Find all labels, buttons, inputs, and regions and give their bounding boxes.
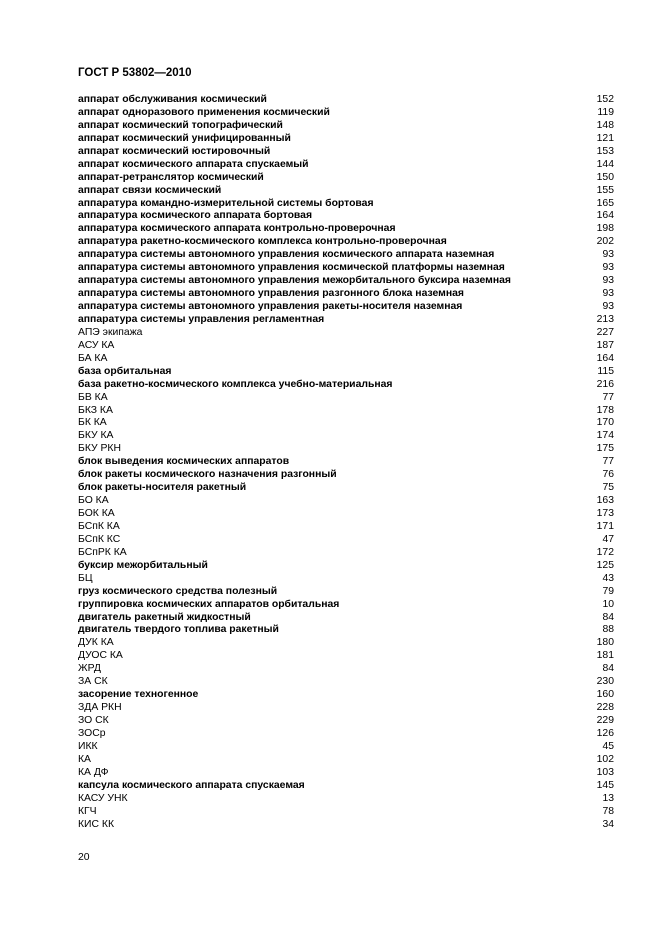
- index-entry: [78, 198, 614, 211]
- index-term: капсула космического аппарата спускаемая: [78, 779, 305, 791]
- index-term: база орбитальная: [78, 365, 172, 377]
- alphabetical-index: [78, 94, 614, 831]
- index-term: аппаратура космического аппарата контрольно-проверочная: [78, 223, 396, 235]
- index-page-reference: 77: [602, 456, 614, 468]
- index-entry: [78, 107, 614, 120]
- index-page-reference: 150: [596, 171, 614, 183]
- index-page-reference: 43: [602, 572, 614, 584]
- index-term: аппаратура системы автономного управления космической платформы наземная: [78, 262, 505, 274]
- index-entry: [78, 456, 614, 469]
- index-entry: [78, 94, 614, 107]
- index-entry: [78, 249, 614, 262]
- index-page-reference: 75: [602, 482, 614, 494]
- index-entry: [78, 508, 614, 521]
- index-page-reference: 230: [596, 676, 614, 688]
- index-entry: [78, 392, 614, 405]
- index-page-reference: 152: [596, 94, 614, 105]
- index-page-reference: 88: [602, 624, 614, 636]
- index-entry: [78, 146, 614, 159]
- index-entry: [78, 262, 614, 275]
- index-page-reference: 202: [596, 236, 614, 248]
- index-page-reference: 47: [602, 533, 614, 545]
- index-term: блок ракеты космического назначения разгонный: [78, 469, 337, 481]
- index-term: блок ракеты-носителя ракетный: [78, 482, 247, 494]
- index-term: БК КА: [78, 417, 107, 429]
- index-entry: [78, 715, 614, 728]
- index-page-reference: 115: [597, 365, 614, 377]
- index-entry: [78, 806, 614, 819]
- index-term: база ракетно-космического комплекса учебно-материальная: [78, 378, 393, 390]
- index-page-reference: 93: [602, 275, 614, 287]
- index-page-reference: 178: [596, 404, 614, 416]
- index-term: ИКК: [78, 740, 98, 752]
- index-term: аппарат одноразового применения космический: [78, 106, 330, 118]
- index-page-reference: 93: [602, 249, 614, 261]
- index-term: аппаратура командно-измерительной системы бортовая: [78, 197, 374, 209]
- index-entry: [78, 210, 614, 223]
- index-term: аппаратура ракетно-космического комплекса контрольно-проверочная: [78, 236, 447, 248]
- index-entry: [78, 547, 614, 560]
- index-page-reference: 164: [596, 210, 614, 222]
- index-term: БОК КА: [78, 508, 115, 519]
- index-term: КА: [78, 753, 91, 765]
- index-entry: [78, 120, 614, 133]
- index-page-reference: 102: [596, 753, 614, 765]
- index-page-reference: 144: [596, 158, 614, 170]
- index-entry: [78, 443, 614, 456]
- index-page-reference: 181: [596, 650, 614, 662]
- index-page-reference: 145: [596, 779, 614, 791]
- index-page-reference: 228: [596, 702, 614, 714]
- index-entry: [78, 793, 614, 806]
- index-term: АСУ КА: [78, 339, 115, 351]
- index-term: ЗДА РКН: [78, 702, 122, 714]
- index-entry: [78, 780, 614, 793]
- index-page-reference: 187: [596, 339, 614, 351]
- index-term: БО КА: [78, 495, 109, 507]
- index-page-reference: 229: [596, 715, 614, 726]
- index-term: БКУ КА: [78, 430, 114, 442]
- standard-designation: ГОСТ Р 53802—2010: [78, 67, 192, 79]
- index-page-reference: 126: [596, 727, 614, 739]
- index-term: БА КА: [78, 352, 108, 364]
- index-page-reference: 174: [596, 430, 614, 442]
- index-entry: [78, 340, 614, 353]
- index-entry: [78, 417, 614, 430]
- index-entry: [78, 624, 614, 637]
- index-term: КА ДФ: [78, 766, 109, 778]
- index-entry: [78, 663, 614, 676]
- index-page-reference: 216: [596, 378, 614, 390]
- index-term: АПЭ экипажа: [78, 326, 143, 338]
- index-entry: [78, 430, 614, 443]
- index-term: двигатель ракетный жидкостный: [78, 611, 251, 623]
- index-entry: [78, 236, 614, 249]
- index-entry: [78, 586, 614, 599]
- index-entry: [78, 133, 614, 146]
- index-term: аппарат космического аппарата спускаемый: [78, 158, 309, 170]
- index-term: группировка космических аппаратов орбитальная: [78, 598, 340, 610]
- index-term: блок выведения космических аппаратов: [78, 456, 290, 468]
- index-page-reference: 125: [596, 559, 614, 571]
- index-entry: [78, 599, 614, 612]
- index-term: аппаратура системы автономного управления ракеты-носителя наземная: [78, 301, 463, 312]
- index-term: аппарат-ретранслятор космический: [78, 171, 264, 183]
- index-term: БЦ: [78, 572, 93, 584]
- index-term: ЖРД: [78, 663, 101, 675]
- index-term: ЗО СК: [78, 715, 109, 726]
- index-page-reference: 121: [596, 132, 614, 144]
- index-page-reference: 79: [602, 585, 614, 597]
- index-entry: [78, 314, 614, 327]
- index-entry: [78, 767, 614, 780]
- index-term: БКЗ КА: [78, 404, 113, 416]
- index-term: груз космического средства полезный: [78, 585, 278, 597]
- page-footer: [78, 851, 90, 864]
- index-term: БСпК КС: [78, 533, 121, 545]
- index-term: засорение техногенное: [78, 689, 199, 701]
- index-entry: [78, 366, 614, 379]
- index-term: КИС КК: [78, 818, 115, 830]
- index-term: аппарат космический юстировочный: [78, 145, 271, 157]
- index-term: аппаратура системы автономного управления разгонного блока наземная: [78, 288, 464, 300]
- index-term: аппаратура системы управления регламентная: [78, 313, 325, 325]
- index-entry: [78, 327, 614, 340]
- index-page-reference: 227: [596, 326, 614, 338]
- index-entry: [78, 275, 614, 288]
- index-page-reference: 148: [596, 119, 614, 131]
- index-term: аппаратура системы автономного управления космического аппарата наземная: [78, 249, 495, 261]
- index-page-reference: 84: [602, 663, 614, 675]
- index-page-reference: 77: [602, 391, 614, 403]
- index-term: ЗОСр: [78, 727, 106, 739]
- index-page-reference: 153: [596, 145, 614, 157]
- index-entry: [78, 676, 614, 689]
- index-entry: [78, 560, 614, 573]
- index-page-reference: 93: [602, 301, 614, 312]
- index-term: БКУ РКН: [78, 443, 121, 455]
- index-entry: [78, 288, 614, 301]
- index-entry: [78, 405, 614, 418]
- index-term: аппаратура системы автономного управления межорбитального буксира наземная: [78, 275, 511, 287]
- index-page-reference: 213: [596, 313, 614, 325]
- index-page-reference: 13: [602, 792, 614, 804]
- index-entry: [78, 702, 614, 715]
- index-page-reference: 93: [602, 288, 614, 300]
- index-term: ЗА СК: [78, 676, 108, 688]
- index-term: буксир межорбитальный: [78, 559, 208, 571]
- index-term: аппарат космический унифицированный: [78, 132, 291, 144]
- index-entry: [78, 301, 614, 314]
- index-page-reference: 160: [596, 689, 614, 701]
- index-term: двигатель твердого топлива ракетный: [78, 624, 279, 636]
- index-page-reference: 171: [596, 520, 614, 532]
- index-entry: [78, 612, 614, 625]
- index-term: аппаратура космического аппарата бортовая: [78, 210, 313, 222]
- index-entry: [78, 379, 614, 392]
- index-entry: [78, 223, 614, 236]
- index-page-reference: 170: [596, 417, 614, 429]
- index-entry: [78, 482, 614, 495]
- document-header: [78, 66, 191, 80]
- index-term: БСпРК КА: [78, 546, 127, 558]
- index-entry: [78, 495, 614, 508]
- index-page-reference: 78: [602, 805, 614, 817]
- index-term: ДУК КА: [78, 637, 114, 649]
- index-page-reference: 164: [596, 352, 614, 364]
- index-term: ДУОС КА: [78, 650, 123, 662]
- index-page-reference: 172: [596, 546, 614, 558]
- index-entry: [78, 521, 614, 534]
- index-term: аппарат связи космический: [78, 184, 222, 196]
- index-term: КАСУ УНК: [78, 792, 128, 804]
- index-page-reference: 198: [596, 223, 614, 235]
- index-page-reference: 163: [596, 495, 614, 507]
- index-page-reference: 180: [596, 637, 614, 649]
- index-entry: [78, 819, 614, 832]
- index-page-reference: 103: [596, 766, 614, 778]
- index-entry: [78, 469, 614, 482]
- index-entry: [78, 754, 614, 767]
- index-entry: [78, 172, 614, 185]
- index-term: КГЧ: [78, 805, 97, 817]
- index-term: БСпК КА: [78, 520, 120, 532]
- index-entry: [78, 728, 614, 741]
- page-number: 20: [78, 852, 90, 863]
- index-entry: [78, 650, 614, 663]
- index-page-reference: 173: [596, 508, 614, 519]
- index-entry: [78, 689, 614, 702]
- index-term: аппарат космический топографический: [78, 119, 283, 131]
- index-page-reference: 10: [602, 598, 614, 610]
- index-page-reference: 119: [597, 106, 614, 118]
- index-entry: [78, 353, 614, 366]
- index-page-reference: 93: [602, 262, 614, 274]
- index-page-reference: 84: [602, 611, 614, 623]
- index-term: БВ КА: [78, 391, 108, 403]
- index-entry: [78, 637, 614, 650]
- index-page-reference: 34: [602, 818, 614, 830]
- index-page-reference: 175: [596, 443, 614, 455]
- index-term: аппарат обслуживания космический: [78, 94, 267, 105]
- index-entry: [78, 534, 614, 547]
- index-entry: [78, 741, 614, 754]
- index-page-reference: 45: [602, 740, 614, 752]
- index-entry: [78, 185, 614, 198]
- index-page-reference: 165: [596, 197, 614, 209]
- index-page-reference: 155: [596, 184, 614, 196]
- index-entry: [78, 159, 614, 172]
- index-page-reference: 76: [602, 469, 614, 481]
- index-entry: [78, 573, 614, 586]
